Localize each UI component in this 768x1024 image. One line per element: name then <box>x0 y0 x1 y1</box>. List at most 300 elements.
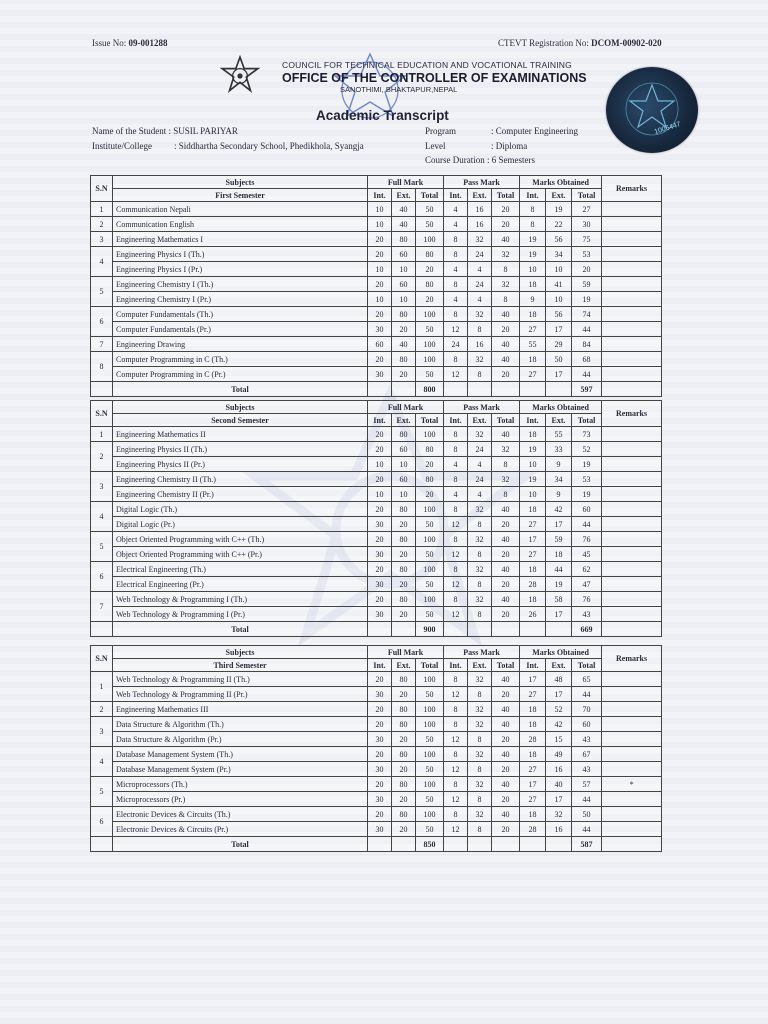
row-mark-fe: 20 <box>392 547 416 562</box>
row-remarks <box>602 262 662 277</box>
row-mark-pe: 16 <box>468 217 492 232</box>
row-mark-fe: 20 <box>392 687 416 702</box>
row-mark-fe: 40 <box>392 202 416 217</box>
row-mark-oe: 34 <box>546 247 572 262</box>
row-remarks <box>602 532 662 547</box>
row-mark-pt: 20 <box>492 762 520 777</box>
row-mark-ft: 80 <box>416 277 444 292</box>
total-blank <box>392 837 416 852</box>
row-mark-fi: 10 <box>368 262 392 277</box>
row-mark-fi: 30 <box>368 577 392 592</box>
row-subject: Communication Nepali <box>113 202 368 217</box>
row-mark-oe: 40 <box>546 777 572 792</box>
row-mark-oi: 18 <box>520 277 546 292</box>
row-mark-fi: 10 <box>368 487 392 502</box>
row-remarks <box>602 217 662 232</box>
row-mark-oi: 10 <box>520 262 546 277</box>
row-mark-pi: 8 <box>444 442 468 457</box>
total-full-mark: 900 <box>416 622 444 637</box>
row-mark-oi: 27 <box>520 322 546 337</box>
total-label: Total <box>113 837 368 852</box>
row-mark-ft: 80 <box>416 472 444 487</box>
table-row <box>91 762 662 777</box>
row-mark-oe: 15 <box>546 732 572 747</box>
row-mark-ot: 19 <box>572 487 602 502</box>
column-header-sn: S.N <box>91 401 113 427</box>
total-blank <box>602 837 662 852</box>
column-header-pass-mark: Pass Mark <box>444 646 520 659</box>
total-blank <box>492 622 520 637</box>
row-mark-ft: 100 <box>416 352 444 367</box>
row-remarks <box>602 292 662 307</box>
table-row <box>91 262 662 277</box>
row-mark-oi: 17 <box>520 777 546 792</box>
row-remarks <box>602 247 662 262</box>
row-mark-fe: 60 <box>392 277 416 292</box>
total-blank <box>91 837 113 852</box>
row-serial-number: 6 <box>91 307 113 337</box>
row-mark-oi: 27 <box>520 792 546 807</box>
row-mark-fi: 20 <box>368 807 392 822</box>
row-mark-ft: 50 <box>416 732 444 747</box>
column-header-int: Int. <box>368 189 392 202</box>
row-mark-ot: 76 <box>572 532 602 547</box>
row-mark-oi: 19 <box>520 442 546 457</box>
row-remarks <box>602 322 662 337</box>
row-mark-ot: 43 <box>572 607 602 622</box>
row-mark-ot: 30 <box>572 217 602 232</box>
row-subject: Electronic Devices & Circuits (Pr.) <box>113 822 368 837</box>
table-row <box>91 577 662 592</box>
row-mark-ft: 100 <box>416 807 444 822</box>
row-mark-ft: 80 <box>416 247 444 262</box>
row-mark-oe: 52 <box>546 702 572 717</box>
table-row <box>91 367 662 382</box>
row-mark-fe: 10 <box>392 457 416 472</box>
column-header-int: Int. <box>444 659 468 672</box>
column-header-int: Int. <box>444 189 468 202</box>
row-mark-fi: 10 <box>368 457 392 472</box>
row-mark-pt: 20 <box>492 517 520 532</box>
row-mark-pi: 12 <box>444 517 468 532</box>
row-mark-pi: 12 <box>444 607 468 622</box>
row-mark-pi: 8 <box>444 472 468 487</box>
hologram-seal-icon <box>606 67 698 153</box>
table-row <box>91 502 662 517</box>
row-remarks <box>602 202 662 217</box>
row-mark-ot: 20 <box>572 262 602 277</box>
row-mark-fe: 80 <box>392 502 416 517</box>
row-mark-fi: 30 <box>368 607 392 622</box>
row-subject: Database Management System (Pr.) <box>113 762 368 777</box>
student-program: Program : Computer Engineering <box>425 126 578 136</box>
row-serial-number: 2 <box>91 442 113 472</box>
table-row <box>91 822 662 837</box>
row-mark-pt: 20 <box>492 687 520 702</box>
row-subject: Engineering Physics I (Th.) <box>113 247 368 262</box>
row-mark-fi: 20 <box>368 232 392 247</box>
row-mark-fi: 30 <box>368 322 392 337</box>
row-mark-pt: 40 <box>492 532 520 547</box>
row-mark-pi: 12 <box>444 547 468 562</box>
row-mark-pe: 8 <box>468 547 492 562</box>
total-row <box>91 622 662 637</box>
row-mark-pe: 8 <box>468 762 492 777</box>
row-mark-fe: 80 <box>392 232 416 247</box>
row-serial-number: 7 <box>91 337 113 352</box>
row-mark-oe: 50 <box>546 352 572 367</box>
row-mark-pt: 8 <box>492 262 520 277</box>
row-mark-oi: 28 <box>520 732 546 747</box>
row-mark-pi: 4 <box>444 457 468 472</box>
row-mark-pi: 12 <box>444 732 468 747</box>
total-label: Total <box>113 622 368 637</box>
row-mark-ft: 50 <box>416 792 444 807</box>
row-subject: Electronic Devices & Circuits (Th.) <box>113 807 368 822</box>
column-header-subjects: Subjects <box>113 646 368 659</box>
row-mark-oi: 18 <box>520 427 546 442</box>
registration-number: CTEVT Registration No: DCOM-00902-020 <box>498 38 662 48</box>
total-blank <box>468 622 492 637</box>
row-mark-oi: 18 <box>520 592 546 607</box>
row-remarks <box>602 472 662 487</box>
row-mark-pe: 32 <box>468 307 492 322</box>
row-mark-pe: 32 <box>468 562 492 577</box>
row-mark-oi: 17 <box>520 532 546 547</box>
column-header-total: Total <box>572 189 602 202</box>
row-mark-ft: 20 <box>416 487 444 502</box>
row-remarks <box>602 577 662 592</box>
row-mark-pt: 20 <box>492 732 520 747</box>
row-mark-pt: 32 <box>492 247 520 262</box>
row-subject: Web Technology & Programming II (Pr.) <box>113 687 368 702</box>
row-subject: Digital Logic (Pr.) <box>113 517 368 532</box>
row-mark-fi: 20 <box>368 747 392 762</box>
column-header-full-mark: Full Mark <box>368 401 444 414</box>
row-mark-oi: 19 <box>520 247 546 262</box>
row-serial-number: 6 <box>91 807 113 837</box>
row-remarks <box>602 427 662 442</box>
row-mark-oi: 18 <box>520 502 546 517</box>
row-mark-pe: 8 <box>468 822 492 837</box>
row-mark-pi: 12 <box>444 322 468 337</box>
column-header-total: Total <box>416 659 444 672</box>
table-row <box>91 277 662 292</box>
row-subject: Web Technology & Programming I (Pr.) <box>113 607 368 622</box>
row-subject: Computer Programming in C (Th.) <box>113 352 368 367</box>
total-row <box>91 382 662 397</box>
first-semester-table <box>90 175 662 397</box>
row-mark-ot: 19 <box>572 292 602 307</box>
ctevt-emblem-icon <box>219 55 261 97</box>
row-subject: Microprocessors (Pr.) <box>113 792 368 807</box>
table-row <box>91 232 662 247</box>
row-mark-oe: 17 <box>546 367 572 382</box>
total-blank <box>468 382 492 397</box>
row-remarks <box>602 367 662 382</box>
row-mark-oi: 28 <box>520 577 546 592</box>
table-row <box>91 747 662 762</box>
row-mark-ft: 50 <box>416 322 444 337</box>
row-mark-ot: 74 <box>572 307 602 322</box>
row-mark-fe: 80 <box>392 427 416 442</box>
row-subject: Engineering Drawing <box>113 337 368 352</box>
row-mark-pt: 20 <box>492 607 520 622</box>
row-mark-oe: 19 <box>546 202 572 217</box>
row-serial-number: 1 <box>91 427 113 442</box>
row-mark-ot: 57 <box>572 777 602 792</box>
row-mark-pi: 12 <box>444 367 468 382</box>
total-marks-obtained: 597 <box>572 382 602 397</box>
row-remarks <box>602 337 662 352</box>
table-row <box>91 352 662 367</box>
table-row <box>91 792 662 807</box>
row-mark-fe: 80 <box>392 717 416 732</box>
row-mark-fi: 20 <box>368 777 392 792</box>
column-header-total: Total <box>572 659 602 672</box>
row-serial-number: 7 <box>91 592 113 622</box>
row-mark-pt: 8 <box>492 292 520 307</box>
row-subject: Engineering Mathematics III <box>113 702 368 717</box>
row-subject: Electrical Engineering (Th.) <box>113 562 368 577</box>
row-remarks <box>602 732 662 747</box>
row-mark-ft: 100 <box>416 307 444 322</box>
row-mark-fe: 80 <box>392 747 416 762</box>
column-header-int: Int. <box>520 189 546 202</box>
row-serial-number: 8 <box>91 352 113 382</box>
column-header-total: Total <box>416 189 444 202</box>
row-mark-pt: 20 <box>492 822 520 837</box>
total-blank <box>492 382 520 397</box>
row-mark-fe: 80 <box>392 562 416 577</box>
row-mark-oe: 18 <box>546 547 572 562</box>
row-mark-ft: 100 <box>416 337 444 352</box>
row-mark-pi: 8 <box>444 232 468 247</box>
row-mark-oe: 16 <box>546 762 572 777</box>
row-subject: Computer Fundamentals (Pr.) <box>113 322 368 337</box>
row-mark-pt: 20 <box>492 202 520 217</box>
column-header-marks-obtained: Marks Obtained <box>520 176 602 189</box>
row-mark-pe: 8 <box>468 732 492 747</box>
row-remarks <box>602 307 662 322</box>
row-mark-oi: 18 <box>520 702 546 717</box>
total-blank <box>392 382 416 397</box>
row-mark-ot: 59 <box>572 277 602 292</box>
total-row <box>91 837 662 852</box>
row-mark-fe: 20 <box>392 367 416 382</box>
row-mark-ot: 19 <box>572 457 602 472</box>
row-mark-oi: 27 <box>520 517 546 532</box>
column-header-pass-mark: Pass Mark <box>444 401 520 414</box>
row-mark-oi: 9 <box>520 292 546 307</box>
row-serial-number: 2 <box>91 702 113 717</box>
row-mark-pi: 12 <box>444 687 468 702</box>
row-mark-ot: 62 <box>572 562 602 577</box>
row-serial-number: 2 <box>91 217 113 232</box>
total-label: Total <box>113 382 368 397</box>
table-row <box>91 202 662 217</box>
column-header-int: Int. <box>444 414 468 427</box>
row-mark-pt: 40 <box>492 747 520 762</box>
row-mark-pe: 24 <box>468 472 492 487</box>
row-subject: Engineering Chemistry I (Th.) <box>113 277 368 292</box>
row-mark-fi: 20 <box>368 702 392 717</box>
row-mark-ft: 50 <box>416 762 444 777</box>
row-mark-oi: 8 <box>520 217 546 232</box>
column-header-subjects: Subjects <box>113 401 368 414</box>
total-blank <box>392 622 416 637</box>
table-row <box>91 247 662 262</box>
column-header-ext: Ext. <box>392 659 416 672</box>
row-mark-pt: 40 <box>492 352 520 367</box>
row-mark-oi: 18 <box>520 747 546 762</box>
row-mark-fe: 80 <box>392 532 416 547</box>
row-mark-pi: 8 <box>444 702 468 717</box>
column-header-full-mark: Full Mark <box>368 176 444 189</box>
row-mark-oe: 22 <box>546 217 572 232</box>
total-blank <box>602 622 662 637</box>
row-subject: Engineering Mathematics II <box>113 427 368 442</box>
row-mark-pi: 12 <box>444 792 468 807</box>
row-mark-fi: 20 <box>368 562 392 577</box>
row-mark-fi: 20 <box>368 717 392 732</box>
row-mark-oe: 55 <box>546 427 572 442</box>
row-mark-pt: 8 <box>492 487 520 502</box>
semester-name: Second Semester <box>113 414 368 427</box>
table-row <box>91 427 662 442</box>
row-mark-oi: 27 <box>520 687 546 702</box>
row-mark-oe: 17 <box>546 322 572 337</box>
row-mark-oe: 34 <box>546 472 572 487</box>
row-mark-oe: 29 <box>546 337 572 352</box>
row-subject: Communication English <box>113 217 368 232</box>
table-row <box>91 607 662 622</box>
row-mark-pe: 8 <box>468 517 492 532</box>
total-blank <box>444 382 468 397</box>
row-mark-oi: 18 <box>520 352 546 367</box>
total-blank <box>91 382 113 397</box>
row-mark-fe: 40 <box>392 337 416 352</box>
row-mark-pe: 32 <box>468 532 492 547</box>
row-mark-pt: 40 <box>492 807 520 822</box>
table-row <box>91 717 662 732</box>
row-mark-ot: 43 <box>572 762 602 777</box>
total-marks-obtained: 587 <box>572 837 602 852</box>
row-serial-number: 5 <box>91 777 113 807</box>
row-mark-ot: 47 <box>572 577 602 592</box>
row-mark-ot: 53 <box>572 247 602 262</box>
student-name: Name of the Student : SUSIL PARIYAR <box>92 126 238 136</box>
row-serial-number: 3 <box>91 472 113 502</box>
table-row <box>91 592 662 607</box>
total-blank <box>492 837 520 852</box>
column-header-ext: Ext. <box>392 189 416 202</box>
row-subject: Engineering Chemistry I (Pr.) <box>113 292 368 307</box>
row-mark-pe: 32 <box>468 777 492 792</box>
column-header-marks-obtained: Marks Obtained <box>520 646 602 659</box>
row-mark-ft: 100 <box>416 532 444 547</box>
row-remarks <box>602 547 662 562</box>
row-remarks <box>602 517 662 532</box>
row-remarks <box>602 747 662 762</box>
row-mark-oi: 19 <box>520 472 546 487</box>
row-mark-oi: 55 <box>520 337 546 352</box>
row-mark-oe: 32 <box>546 807 572 822</box>
row-mark-fe: 60 <box>392 442 416 457</box>
row-mark-ot: 44 <box>572 367 602 382</box>
row-mark-fe: 20 <box>392 607 416 622</box>
row-mark-pi: 24 <box>444 337 468 352</box>
row-mark-oi: 27 <box>520 547 546 562</box>
column-header-int: Int. <box>520 414 546 427</box>
column-header-ext: Ext. <box>468 414 492 427</box>
row-mark-pt: 20 <box>492 322 520 337</box>
row-mark-ot: 65 <box>572 672 602 687</box>
row-subject: Engineering Mathematics I <box>113 232 368 247</box>
row-mark-ot: 73 <box>572 427 602 442</box>
row-mark-ft: 50 <box>416 367 444 382</box>
semester-name: First Semester <box>113 189 368 202</box>
row-remarks <box>602 562 662 577</box>
row-subject: Computer Programming in C (Pr.) <box>113 367 368 382</box>
row-mark-fi: 20 <box>368 247 392 262</box>
row-mark-pe: 32 <box>468 427 492 442</box>
row-mark-ot: 84 <box>572 337 602 352</box>
row-mark-ot: 76 <box>572 592 602 607</box>
row-mark-ft: 100 <box>416 427 444 442</box>
row-mark-fe: 20 <box>392 762 416 777</box>
row-mark-pt: 40 <box>492 702 520 717</box>
column-header-int: Int. <box>368 659 392 672</box>
office-name: OFFICE OF THE CONTROLLER OF EXAMINATIONS <box>282 71 587 85</box>
row-subject: Electrical Engineering (Pr.) <box>113 577 368 592</box>
row-mark-pe: 8 <box>468 792 492 807</box>
row-serial-number: 4 <box>91 747 113 777</box>
row-mark-fe: 20 <box>392 517 416 532</box>
table-row <box>91 532 662 547</box>
column-header-total: Total <box>572 414 602 427</box>
row-mark-fe: 80 <box>392 352 416 367</box>
column-header-ext: Ext. <box>546 189 572 202</box>
total-blank <box>602 382 662 397</box>
row-mark-pt: 40 <box>492 717 520 732</box>
row-mark-oi: 27 <box>520 762 546 777</box>
row-mark-ft: 80 <box>416 442 444 457</box>
row-mark-pi: 8 <box>444 532 468 547</box>
row-subject: Engineering Chemistry II (Th.) <box>113 472 368 487</box>
row-mark-oi: 18 <box>520 562 546 577</box>
row-mark-pt: 32 <box>492 472 520 487</box>
column-header-ext: Ext. <box>392 414 416 427</box>
table-row <box>91 547 662 562</box>
total-blank <box>520 837 546 852</box>
row-mark-ft: 50 <box>416 517 444 532</box>
row-mark-oi: 18 <box>520 717 546 732</box>
row-serial-number: 6 <box>91 562 113 592</box>
row-mark-ot: 60 <box>572 717 602 732</box>
row-mark-pi: 8 <box>444 307 468 322</box>
row-mark-fi: 10 <box>368 217 392 232</box>
column-header-sn: S.N <box>91 176 113 202</box>
table-row <box>91 292 662 307</box>
council-name: COUNCIL FOR TECHNICAL EDUCATION AND VOCATIONAL TRAINING <box>282 60 572 70</box>
row-mark-ot: 44 <box>572 822 602 837</box>
row-mark-fi: 20 <box>368 672 392 687</box>
row-remarks <box>602 717 662 732</box>
row-mark-ot: 75 <box>572 232 602 247</box>
row-mark-fe: 20 <box>392 322 416 337</box>
column-header-total: Total <box>492 189 520 202</box>
